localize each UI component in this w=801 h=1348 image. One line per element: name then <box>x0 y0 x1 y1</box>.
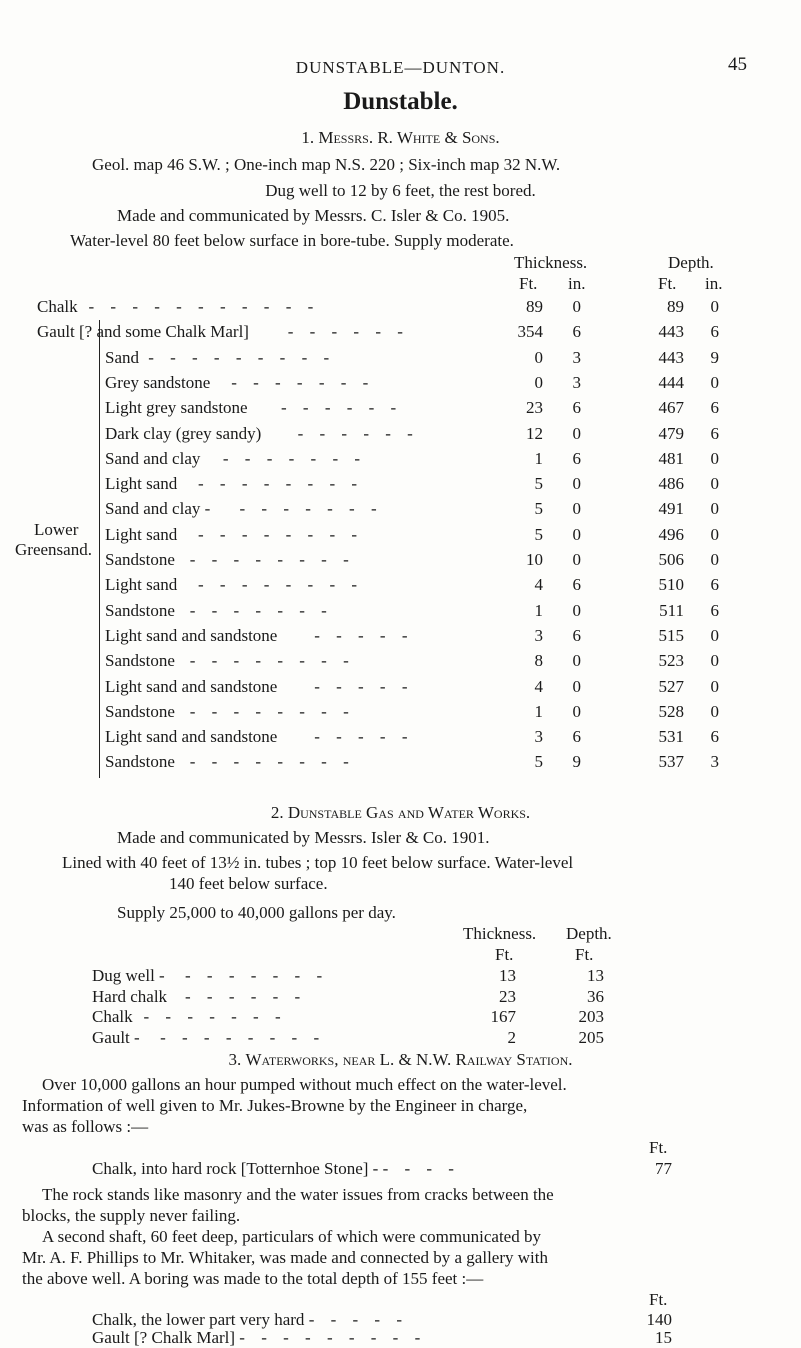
t1-row-depth-ft: 515 <box>658 625 684 645</box>
s3-unit-ft-2: Ft. <box>649 1290 668 1309</box>
t1-row-dots: - - - - - <box>314 676 414 696</box>
s2-supply: Supply 25,000 to 40,000 gallons per day. <box>117 903 396 922</box>
t1-row-depth-in: 0 <box>710 474 719 494</box>
t1-row-depth-in: 9 <box>710 347 719 367</box>
t1-row-label: Light sand <box>105 474 178 494</box>
t1-row-depth-ft: 496 <box>658 524 684 544</box>
t1-row-depth-in: 0 <box>710 651 719 671</box>
t1-row-thick-in: 6 <box>572 398 581 418</box>
t1-row-thick-ft: 1 <box>534 448 543 468</box>
t1-row-label: Sand and clay - <box>105 499 211 519</box>
t1-row-thick-in: 6 <box>572 575 581 595</box>
s3-row-chalk-value: 77 <box>655 1159 672 1178</box>
t2-unit-ft: Ft. <box>495 945 514 964</box>
t1-row-depth-ft: 443 <box>658 347 684 367</box>
t1-row-depth-in: 6 <box>710 398 719 418</box>
s3-row-chalk-lower-dots: - - - - - <box>308 1310 408 1329</box>
s3-unit-ft: Ft. <box>649 1138 668 1157</box>
t2-row-dots: - - - - - - - <box>185 966 329 985</box>
t1-row-depth-in: 6 <box>710 322 719 342</box>
t1-row-depth-ft: 486 <box>658 474 684 494</box>
running-title: DUNSTABLE—DUNTON. <box>295 58 506 77</box>
t1-row-thick-ft: 5 <box>534 752 543 772</box>
t1-row-thick-in: 3 <box>572 347 581 367</box>
t1-row-thick-in: 0 <box>572 550 581 569</box>
t2-row-thick: 2 <box>507 1027 516 1047</box>
t1-row-dots: - - - - - - - - - - - <box>88 297 320 316</box>
t1-row-label: Gault [? and some Chalk Marl] <box>37 322 249 342</box>
t1-row-label: Sand <box>105 347 139 367</box>
t1-row-label: Sandstone <box>105 651 175 671</box>
s1-dug: Dug well to 12 by 6 feet, the rest bored. <box>265 181 536 200</box>
t2-row-label: Hard chalk <box>92 986 168 1006</box>
t1-row-depth-in: 0 <box>710 701 719 721</box>
t1-unit-in: in. <box>568 274 586 293</box>
s3-row-chalk-lower <box>92 1310 408 1330</box>
t2-row-thick: 167 <box>490 1007 516 1026</box>
t2-row-depth: 13 <box>587 966 604 985</box>
t1-row-label: Grey sandstone <box>105 372 211 392</box>
t1-row-thick-in: 9 <box>572 752 581 772</box>
s2-heading <box>0 803 801 823</box>
t1-row-dots: - - - - - - - <box>231 372 375 392</box>
t1-row-thick-in: 0 <box>572 524 581 544</box>
t1-row-label: Sandstone <box>105 752 175 772</box>
t1-row-thick-in: 6 <box>572 727 581 747</box>
t1-row-dots: - - - - - - - - <box>189 550 355 569</box>
t1-row-dots: - - - - - - - - <box>198 474 364 494</box>
s3-row-gault-label: Gault [? Chalk Marl] <box>92 1328 236 1347</box>
s1-water: Water-level 80 feet below surface in bore-tube. Supply moderate. <box>70 231 514 250</box>
t1-row-dots: - - - - - <box>314 625 414 645</box>
t1-row-label: Sandstone <box>105 550 175 569</box>
t2-row-label: Dug well - <box>92 966 165 985</box>
t1-row-depth-ft: 527 <box>658 676 684 696</box>
t2-row-dots: - - - - - - - - <box>160 1027 326 1047</box>
t1-row-label: Chalk <box>37 297 78 316</box>
s3-row-gault-dots: - - - - - - - - - <box>239 1328 427 1347</box>
t2-row-depth: 36 <box>587 986 604 1006</box>
t1-row-label: Sandstone <box>105 600 175 620</box>
t1-row-thick-in: 6 <box>572 625 581 645</box>
t1-row-dots: - - - - - - - - <box>189 651 355 671</box>
t1-row-thick-in: 6 <box>572 322 581 342</box>
t1-row-thick-ft: 5 <box>534 524 543 544</box>
s3-row-chalk <box>92 1159 460 1179</box>
t1-row-depth-in: 3 <box>710 752 719 772</box>
t1-row-thick-ft: 5 <box>534 499 543 519</box>
t1-row-depth-ft: 479 <box>658 423 684 443</box>
t1-row-depth-ft: 537 <box>658 752 684 772</box>
t1-row-dots: - - - - - - - <box>239 499 383 519</box>
t1-unit-in-depth: in. <box>705 274 723 293</box>
t1-row-dots: - - - - - - - - <box>198 575 364 595</box>
t1-row-dots: - - - - - <box>314 727 414 747</box>
t1-row-thick-in: 0 <box>572 474 581 494</box>
t1-row-thick-ft: 10 <box>526 550 543 569</box>
t1-row-thick-in: 0 <box>572 423 581 443</box>
t1-row-label: Sand and clay <box>105 448 201 468</box>
page-number: 45 <box>728 54 747 75</box>
s3-row-chalk-dots: - - - - <box>382 1159 460 1178</box>
t1-row-depth-in: 0 <box>710 676 719 696</box>
s3-row-chalk-label: Chalk, into hard rock [Totternhoe Stone] - <box>92 1159 379 1178</box>
t1-row-depth-ft: 443 <box>658 322 684 342</box>
t1-row-label: Light sand <box>105 575 178 595</box>
lower-greensand-bracket <box>99 320 100 778</box>
t1-row-depth-in: 6 <box>710 423 719 443</box>
t1-row-thick-ft: 1 <box>534 701 543 721</box>
t1-row-thick-ft: 12 <box>526 423 543 443</box>
t1-row-depth-ft: 511 <box>659 600 684 620</box>
t1-row-depth-ft: 506 <box>658 550 684 569</box>
t1-row-thick-ft: 3 <box>534 625 543 645</box>
t1-row-depth-ft: 510 <box>658 575 684 595</box>
s3-p3b: Mr. A. F. Phillips to Mr. Whitaker, was made and connected by a gallery with <box>22 1248 548 1267</box>
t1-row-thick-in: 3 <box>572 372 581 392</box>
t1-row-depth-in: 0 <box>710 524 719 544</box>
s1-heading <box>0 128 801 148</box>
t1-row-depth-in: 0 <box>710 550 719 569</box>
t1-row-thick-ft: 23 <box>526 398 543 418</box>
s1-heading-name: Messrs. R. White & Sons. <box>318 128 500 147</box>
t1-row-depth-in: 0 <box>710 372 719 392</box>
s3-p1b: Information of well given to Mr. Jukes-Browne by the Engineer in charge, <box>22 1096 528 1115</box>
t1-unit-ft: Ft. <box>519 274 538 293</box>
s2-made: Made and communicated by Messrs. Isler & Co. 1901. <box>117 828 490 847</box>
t2-row-thick: 23 <box>499 986 516 1006</box>
t1-row-depth-in: 6 <box>710 727 719 747</box>
t1-row-dots: - - - - - - <box>281 398 403 418</box>
t1-row-label: Light sand and sandstone <box>105 676 278 696</box>
t1-row-dots: - - - - - - - - - <box>148 347 336 367</box>
t1-row-depth-ft: 528 <box>658 701 684 721</box>
t1-col-thickness: Thickness. <box>514 253 588 272</box>
t1-row-dots: - - - - - - - - <box>198 524 364 544</box>
t1-row-thick-in: 0 <box>572 651 581 671</box>
group-label-lower: Lower <box>34 520 79 539</box>
s1-heading-num: 1. <box>301 128 315 147</box>
s3-p2a: The rock stands like masonry and the water issues from cracks between the <box>42 1185 554 1204</box>
t1-row-thick-in: 0 <box>572 499 581 519</box>
s3-row-gault-value: 15 <box>655 1328 672 1347</box>
s2-lined: Lined with 40 feet of 13½ in. tubes ; top 10 feet below surface. Water-level <box>62 853 574 872</box>
t2-row-thick: 13 <box>499 966 516 985</box>
s3-p3c: the above well. A boring was made to the total depth of 155 feet :— <box>22 1269 484 1288</box>
t1-row-thick-ft: 1 <box>534 600 543 620</box>
t1-row-thick-ft: 8 <box>534 651 543 671</box>
t1-row-label: Sandstone <box>105 701 175 721</box>
t1-row-depth-in: 6 <box>710 600 719 620</box>
t1-row-depth-in: 0 <box>710 448 719 468</box>
t1-row-label: Dark clay (grey sandy) <box>105 423 262 443</box>
t1-unit-ft-depth: Ft. <box>658 274 677 293</box>
t1-row-thick-ft: 89 <box>526 297 543 316</box>
s2-heading-name: Dunstable Gas and Water Works. <box>287 803 531 822</box>
t2-row-label: Chalk <box>92 1007 133 1026</box>
s3-p3a: A second shaft, 60 feet deep, particulars of which were communicated by <box>42 1227 541 1246</box>
t1-col-depth: Depth. <box>668 253 714 272</box>
t1-row-dots: - - - - - - - - <box>189 701 355 721</box>
t1-row-dots: - - - - - - <box>297 423 419 443</box>
s1-maps: Geol. map 46 S.W. ; One-inch map N.S. 220 ; Six-inch map 32 N.W. <box>92 155 561 174</box>
s3-heading-name: Waterworks, near L. & N.W. Railway Station. <box>245 1050 573 1069</box>
t2-col-thickness: Thickness. <box>463 924 537 943</box>
t1-row-depth-in: 0 <box>710 625 719 645</box>
t1-row-thick-in: 6 <box>572 448 581 468</box>
t1-row-depth-ft: 444 <box>658 372 684 392</box>
t1-row-depth-ft: 531 <box>658 727 684 747</box>
t1-row-dots: - - - - - - - - <box>189 752 355 772</box>
section-title-dunstable: Dunstable. <box>343 88 458 115</box>
s3-p1c: was as follows :— <box>22 1117 149 1136</box>
s2-lined2: 140 feet below surface. <box>169 874 328 893</box>
t1-row-dots: - - - - - - <box>287 322 409 342</box>
t1-row-label: Light sand and sandstone <box>105 727 278 747</box>
t1-row-thick-in: 0 <box>572 701 581 721</box>
t1-row-thick-ft: 4 <box>534 575 543 595</box>
t1-row-thick-in: 0 <box>572 600 581 620</box>
s3-row-chalk-lower-value: 140 <box>646 1310 672 1329</box>
s3-row-chalk-lower-label: Chalk, the lower part very hard <box>92 1310 305 1329</box>
t2-row-label: Gault - <box>92 1027 140 1047</box>
s3-p2b: blocks, the supply never failing. <box>22 1206 241 1225</box>
t1-row-dots: - - - - - - - <box>189 600 333 620</box>
t1-row-label: Light grey sandstone <box>105 398 248 418</box>
t1-row-thick-ft: 354 <box>517 322 543 342</box>
t1-row-label: Light sand and sandstone <box>105 625 278 645</box>
s3-heading-num: 3. <box>228 1050 242 1069</box>
t2-row-dots: - - - - - - <box>185 986 307 1006</box>
t1-row-depth-ft: 523 <box>658 651 684 671</box>
s1-made: Made and communicated by Messrs. C. Isler & Co. 1905. <box>117 206 510 225</box>
t2-col-depth: Depth. <box>566 924 612 943</box>
s2-heading-num: 2. <box>270 803 284 822</box>
t1-row-dots: - - - - - - - <box>222 448 367 468</box>
t1-row-depth-ft: 491 <box>658 499 684 519</box>
t1-row-label: Light sand <box>105 524 178 544</box>
t1-row-thick-in: 0 <box>572 297 581 316</box>
t1-row-thick-ft: 3 <box>534 727 543 747</box>
t1-row-thick-ft: 0 <box>534 372 543 392</box>
t1-row-depth-in: 6 <box>710 575 719 595</box>
t2-row-dots: - - - - - - - <box>143 1007 287 1026</box>
s3-p1a: Over 10,000 gallons an hour pumped without much effect on the water-level. <box>42 1075 567 1094</box>
t1-row-thick-in: 0 <box>572 676 581 696</box>
t1-row-depth-ft: 481 <box>658 448 684 468</box>
t1-row-depth-ft: 467 <box>658 398 684 418</box>
t1-row-depth-in: 0 <box>710 297 719 316</box>
t2-row-depth: 203 <box>578 1007 604 1026</box>
t1-row-thick-ft: 4 <box>534 676 543 696</box>
s3-heading <box>0 1050 801 1070</box>
t1-row-depth-ft: 89 <box>667 297 684 316</box>
t1-row-thick-ft: 0 <box>534 347 543 367</box>
t2-unit-ft-depth: Ft. <box>575 945 594 964</box>
s3-row-gault <box>92 1328 426 1348</box>
t1-row-depth-in: 0 <box>710 499 719 519</box>
t1-row-thick-ft: 5 <box>534 474 543 494</box>
t2-row-depth: 205 <box>578 1027 604 1047</box>
group-label-greensand: Greensand. <box>15 540 92 559</box>
